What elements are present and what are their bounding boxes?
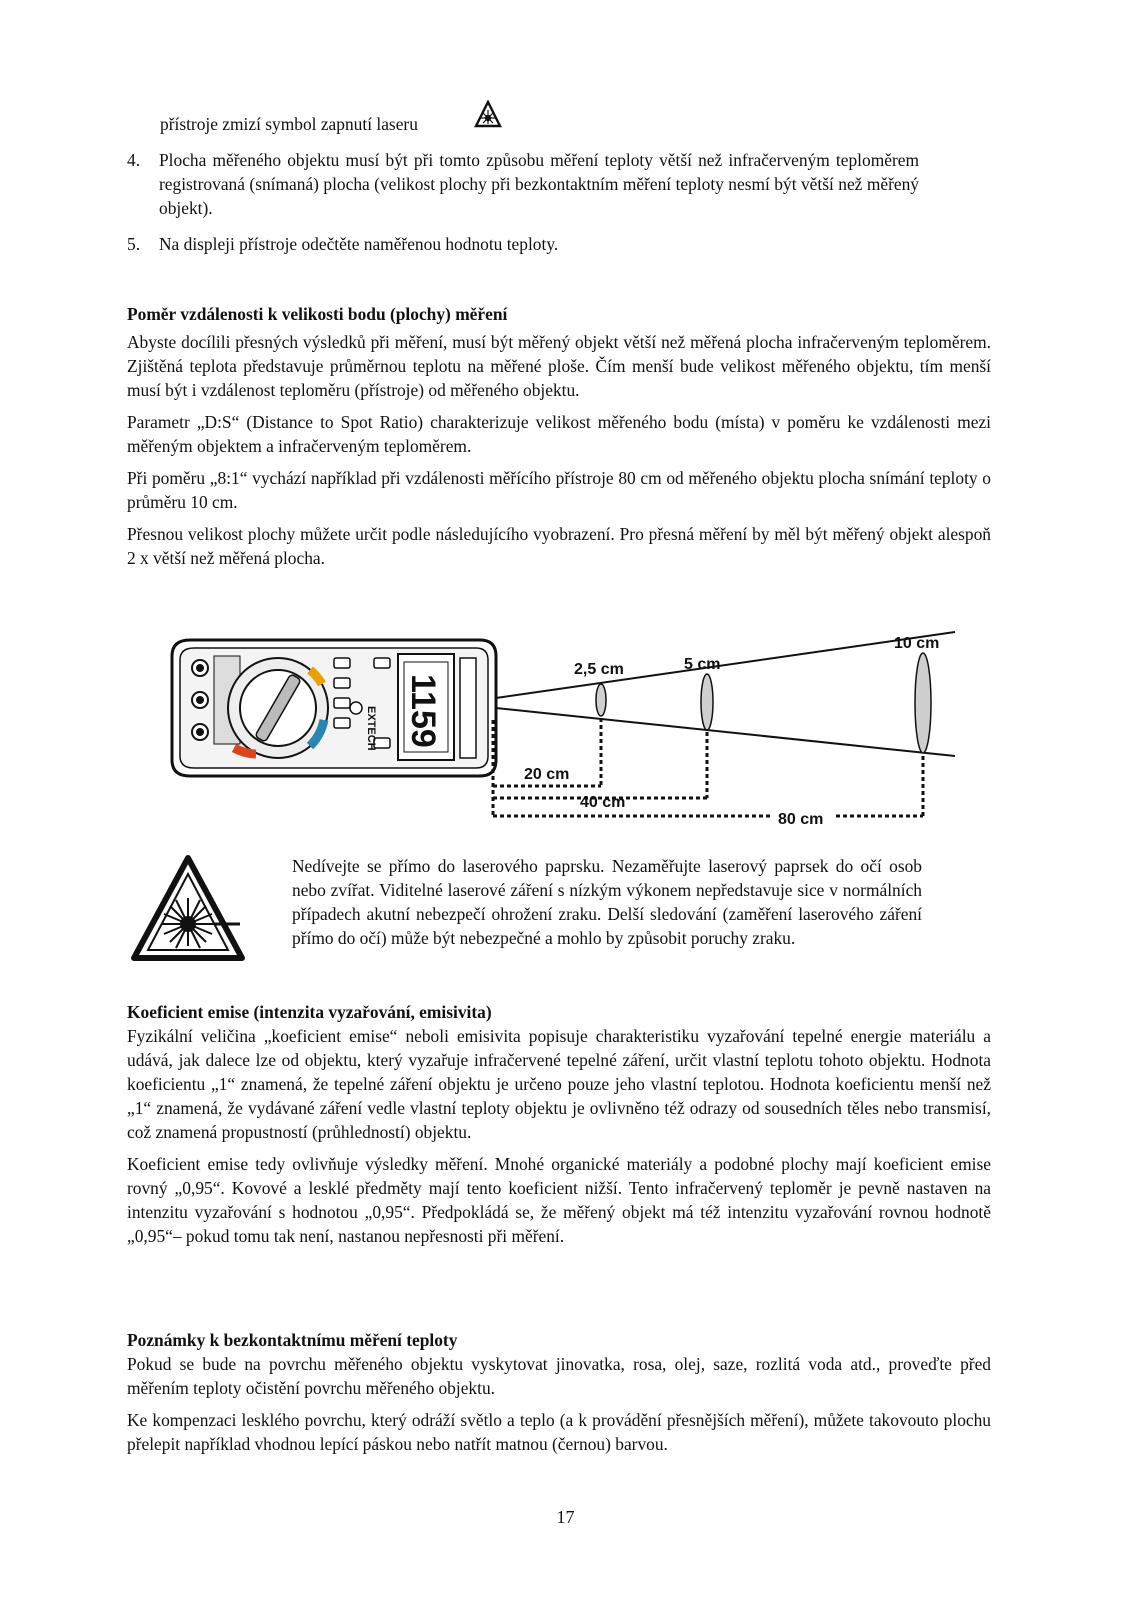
section-notes-body — [127, 1352, 991, 1456]
page-number: 17 — [556, 1507, 575, 1527]
distance-label-20: 20 cm — [524, 766, 570, 783]
display-reading: 1159 — [404, 674, 442, 748]
section-emissivity-body — [127, 1024, 991, 1248]
paragraph: Koeficient emise tedy ovlivňuje výsledky měření. Mnohé organické materiály a podobné plochy mají koeficient emise rovný „0,95“. Kovové a lesklé předměty mají tento koeficient nižší. Tento infračervený teploměr je pevně nastaven na intenzitu vyzařování s hodnotou „0,95“. Předpokládá se, že měřený objekt má též intenzitu vyzařování rovnou hodnotě „0,95“– pokud tomu tak není, nastanou nepřesnosti při měření. — [127, 1154, 991, 1246]
paragraph: Přesnou velikost plochy můžete určit podle následujícího vyobrazení. Pro přesná měření by měl být měřený objekt alespoň 2 x větší než měřená plocha. — [127, 524, 991, 568]
intro-continuation: přístroje zmizí symbol zapnutí laseru — [160, 114, 418, 134]
spot-ellipse-3 — [915, 653, 931, 753]
laser-warning-text: Nedívejte se přímo do laserového paprsku. Nezaměřujte laserový paprsek do očí osob nebo zvířat. Viditelné laserové záření s nízkým výkonem nepředstavuje sice v normálních případech akutní nebezpečí ohrožení zraku. Delší sledování (zaměření laserového záření přímo do očí) může být nebezpečné a mohlo by způsobit poruchy zraku. — [292, 856, 922, 948]
spot-ellipse-2 — [701, 674, 713, 730]
list-item-5: 5. Na displeji přístroje odečtěte naměřenou hodnotu teploty. — [127, 234, 559, 254]
section-ds-ratio-body — [127, 330, 991, 570]
paragraph: Parametr „D:S“ (Distance to Spot Ratio) charakterizuje velikost měřeného bodu (místa) v poměru ke vzdálenosti mezi měřeným objektem a infračerveným teploměrem. — [127, 412, 991, 456]
spot-label-1: 2,5 cm — [574, 661, 624, 678]
laser-warning-icon — [474, 100, 502, 130]
distance-label-80: 80 cm — [778, 811, 824, 828]
paragraph: Ke kompenzaci lesklého povrchu, který odráží světlo a teplo (a k provádění přesnějších měření), můžete takovouto plochu přelepit například vhodnou lepící páskou nebo natřít matnou (černou) barvou. — [127, 1410, 991, 1454]
section-heading-ds-ratio: Poměr vzdálenosti k velikosti bodu (plochy) měření — [127, 304, 508, 324]
paragraph: Fyzikální veličina „koeficient emise“ neboli emisivita popisuje charakteristiku vyzařování tepelné energie materiálu a udává, jak dalece lze od objektu, který vyzařuje infračervené tepelné záření, určit vlastní teplotu tohoto objektu. Hodnota koeficientu „1“ znamená, že tepelné záření objektu je určeno pouze jeho vlastní teplotou. Hodnota koeficientu menší než „1“ znamená, že vydávané záření vedle vlastní teploty objektu je ovlivněno též odrazy od sousedních těles nebo transmisí, což znamená propustností (průhledností) objektu. — [127, 1026, 991, 1142]
list-item-4: 4. Plocha měřeného objektu musí být při tomto způsobu měření teploty větší než infračerveným teploměrem registrovaná (snímaná) plocha (velikost plochy při bezkontaktním měření teploty nesmí být větší než měřený objekt). — [127, 150, 919, 218]
spot-ellipse-1 — [596, 684, 606, 716]
distance-label-40: 40 cm — [580, 794, 626, 811]
laser-warning-icon — [128, 854, 248, 966]
ds-ratio-diagram — [160, 628, 960, 838]
paragraph: Při poměru „8:1“ vychází například při vzdálenosti měřícího přístroje 80 cm od měřeného objektu plocha snímání teploty o průměru 10 cm. — [127, 468, 991, 512]
spot-label-2: 5 cm — [684, 656, 721, 673]
paragraph: Abyste docílili přesných výsledků při měření, musí být měřený objekt větší než měřená plocha infračerveným teploměrem. Zjištěná teplota představuje průměrnou teplotu na měřené ploše. Čím menší bude velikost měřeného objektu, tím menší musí být i vzdálenost teploměru (přístroje) od měřeného objektu. — [127, 332, 991, 400]
spot-label-3: 10 cm — [894, 635, 940, 652]
paragraph: Pokud se bude na povrchu měřeného objektu vyskytovat jinovatka, rosa, olej, saze, rozlitá voda atd., proveďte před měřením teploty očistění povrchu měřeného objektu. — [127, 1354, 991, 1398]
section-heading-notes: Poznámky k bezkontaktnímu měření teploty — [127, 1330, 458, 1350]
multimeter-illustration — [172, 640, 496, 776]
brand-label: EXTECH — [365, 706, 377, 751]
section-heading-emissivity: Koeficient emise (intenzita vyzařování, emisivita) — [127, 1002, 492, 1022]
